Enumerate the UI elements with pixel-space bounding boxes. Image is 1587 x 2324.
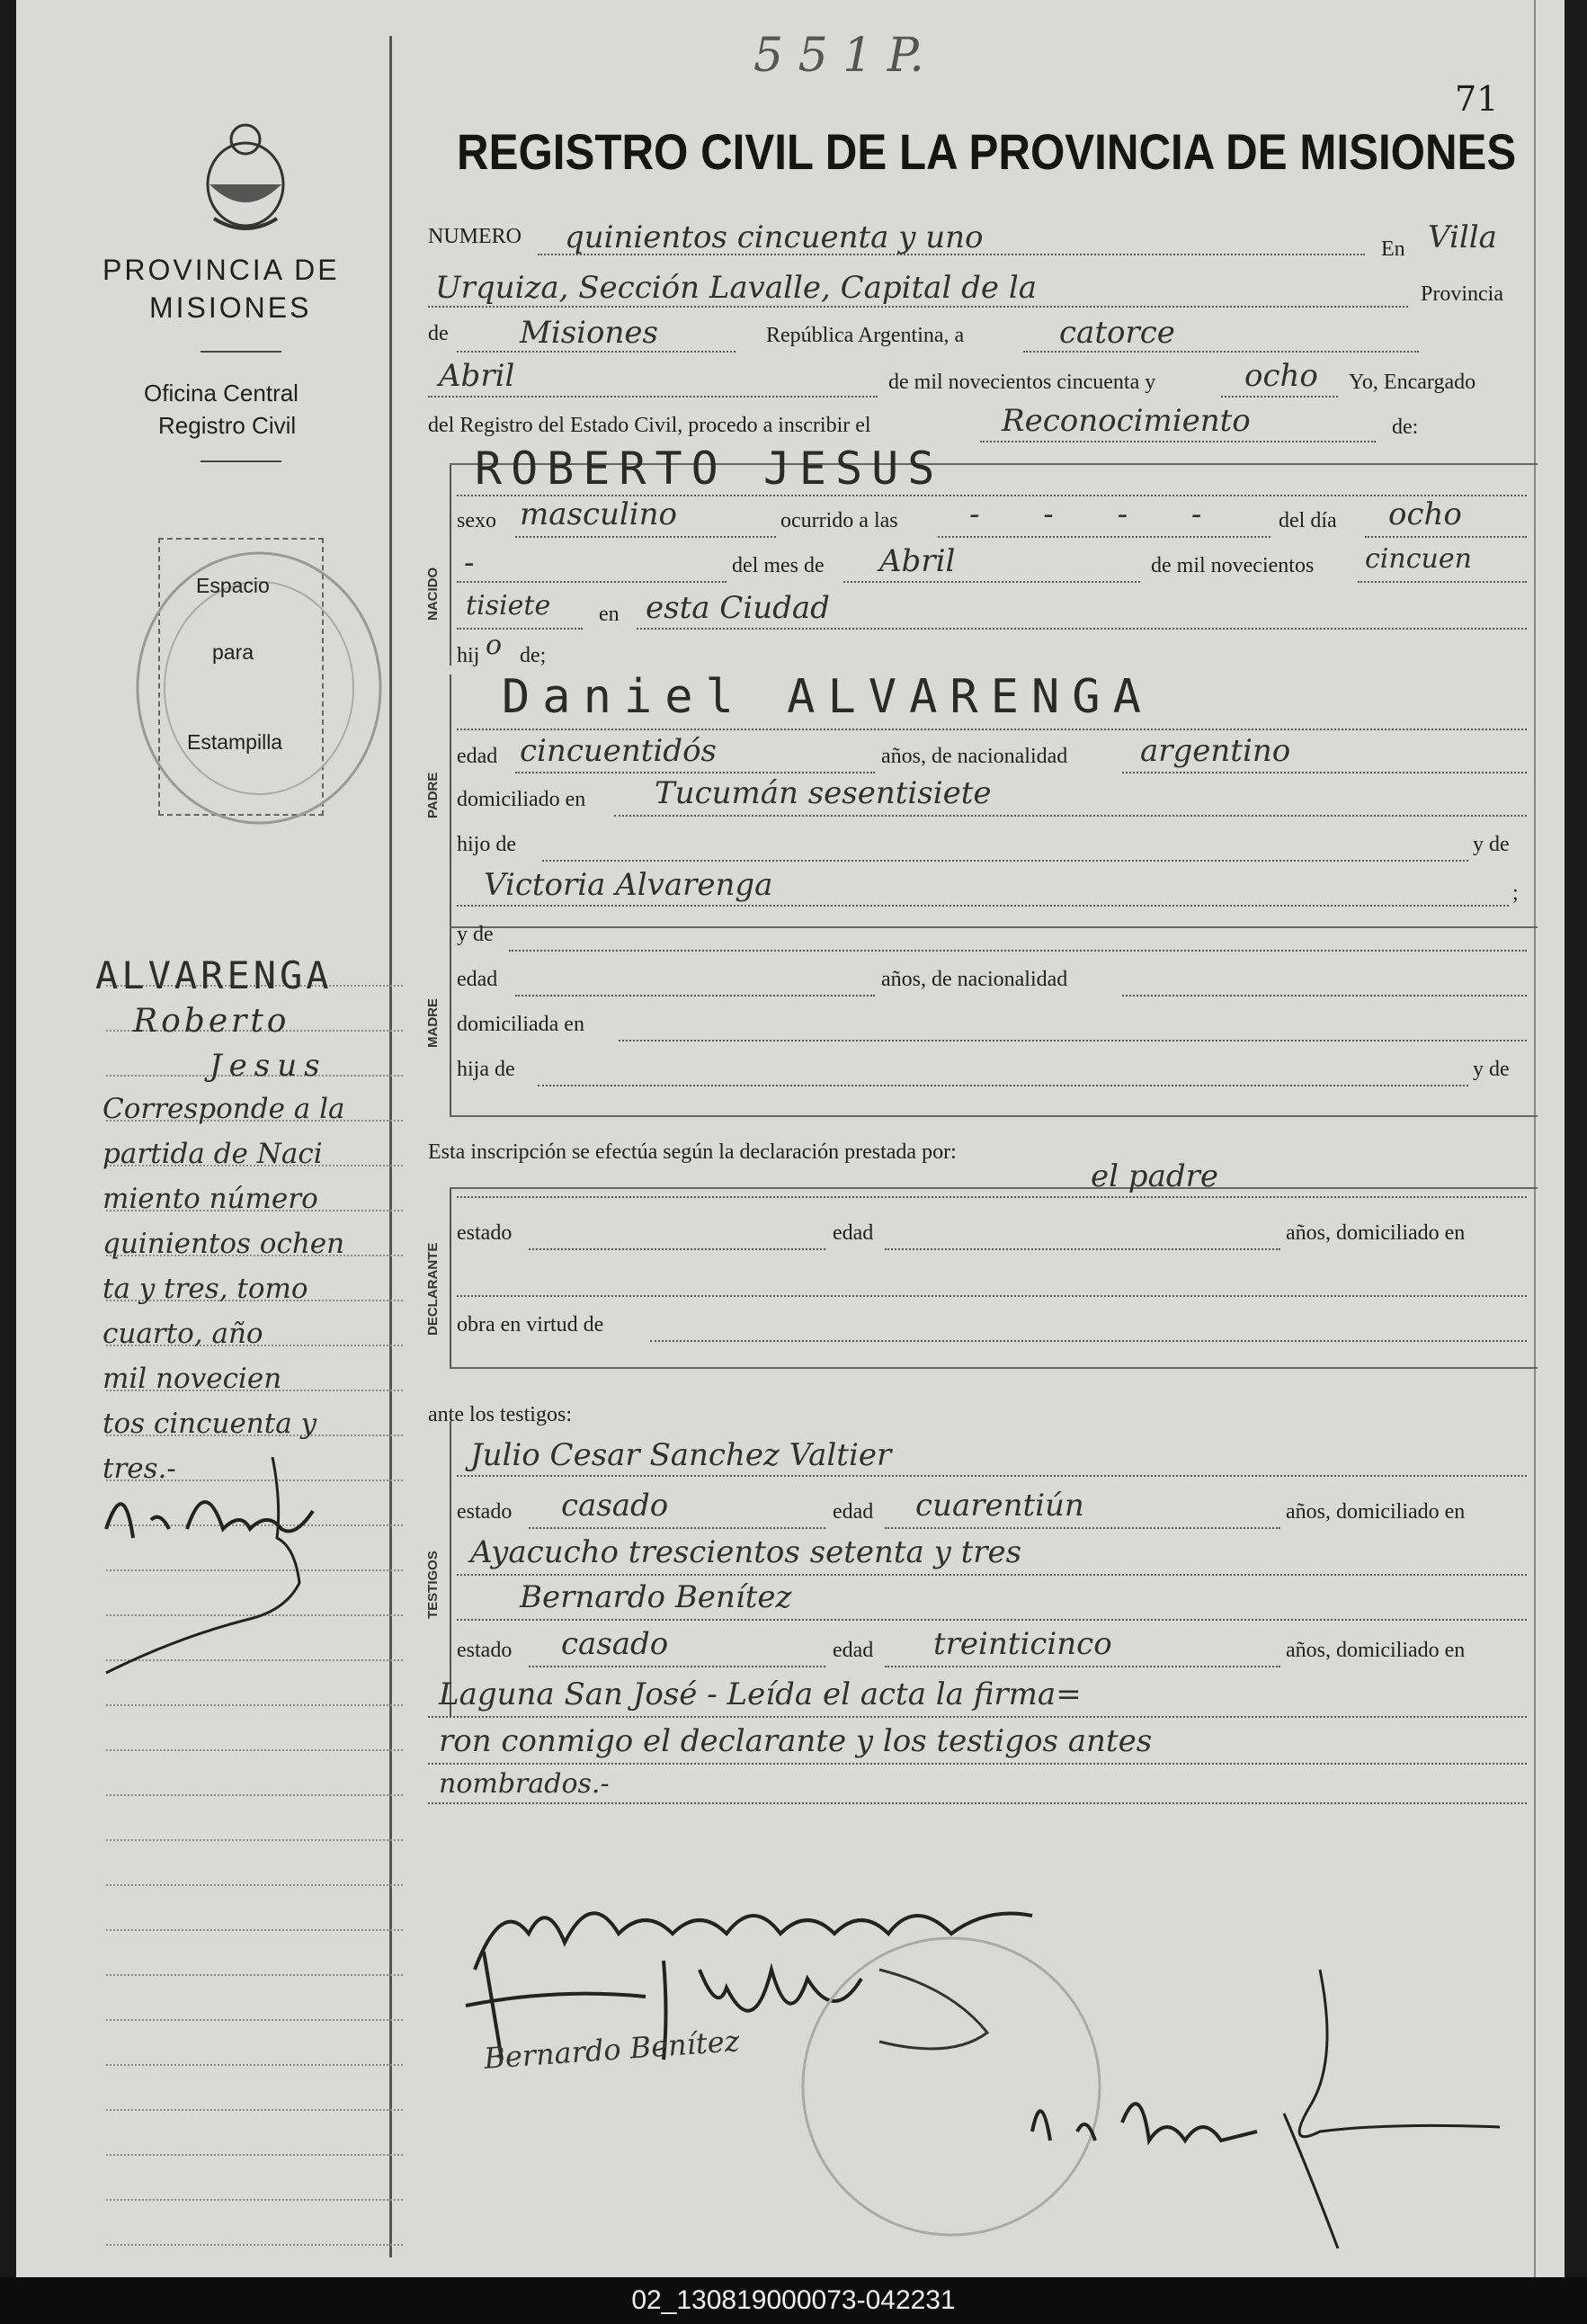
place-value: Urquiza, Sección Lavalle, Capital de la: [435, 270, 1037, 306]
signature-name-witness-2: Bernardo Benítez: [483, 2024, 741, 2076]
margin-name2: Jesus: [210, 1048, 327, 1084]
madre-nacionalidad-label: años, de nacionalidad: [881, 968, 1068, 991]
bracket-declarante: [450, 1187, 451, 1367]
decl-edad-label: edad: [833, 1221, 874, 1245]
bracket-line: [450, 926, 1538, 928]
decl-domiciliado-label: años, domiciliado en: [1286, 1221, 1466, 1245]
folio-number: 71: [1455, 79, 1499, 119]
ocurrido-label: ocurrido a las: [780, 509, 898, 532]
image-id-footer: 02_130819000073-042231: [0, 2277, 1587, 2324]
margin-surname: ALVARENGA: [95, 953, 333, 997]
stamp-line2: para: [212, 640, 254, 664]
republica-label: República Argentina, a: [766, 324, 965, 347]
column-divider: [389, 36, 392, 2257]
en-lugar-label: en: [599, 603, 620, 626]
t1-estado-label: estado: [457, 1500, 513, 1524]
y-de-label: y de: [1473, 833, 1510, 856]
margin-line: quinientos ochen: [103, 1228, 345, 1260]
closing-line3: nombrados.-: [439, 1768, 610, 1800]
margin-line: ta y tres, tomo: [103, 1273, 308, 1305]
padre-nacionalidad: argentino: [1140, 733, 1291, 769]
provincia-value: Misiones: [520, 315, 658, 351]
sexo-label: sexo: [457, 509, 496, 532]
dash-value: -: [464, 545, 475, 581]
anio-nac-label: de mil novecientos: [1151, 554, 1315, 577]
inscripcion-label: Esta inscripción se efectúa según la declaración prestada por:: [428, 1140, 957, 1164]
nacionalidad-label: años, de nacionalidad: [881, 745, 1068, 768]
margin-line: miento número: [103, 1183, 318, 1215]
bracket-padre: [450, 675, 451, 926]
dia-value: catorce: [1059, 315, 1175, 351]
margin-line: Corresponde a la: [103, 1093, 345, 1125]
mes-value: Abril: [439, 358, 515, 394]
stamp-line1: Espacio: [196, 574, 270, 597]
padre-domicilio: Tucumán sesentisiete: [655, 775, 992, 811]
paper-sheet: [16, 0, 1565, 2277]
hija-de-label: hija de: [457, 1058, 515, 1081]
testigo2-nombre: Bernardo Benítez: [520, 1579, 792, 1615]
testigos-label: ante los testigos:: [428, 1403, 572, 1426]
t1-edad-label: edad: [833, 1500, 874, 1524]
testigo1-nombre: Julio Cesar Sanchez Valtier: [470, 1437, 892, 1473]
obra-label: obra en virtud de: [457, 1313, 604, 1336]
numero-label: NUMERO: [428, 225, 522, 248]
section-declarante: DECLARANTE: [425, 1242, 441, 1336]
bracket-line: [450, 1187, 1538, 1189]
del-dia-label: del día: [1279, 509, 1337, 532]
lugar-value: esta Ciudad: [646, 590, 830, 626]
t1-estado: casado: [561, 1488, 669, 1524]
sexo-value: masculino: [520, 496, 678, 532]
padre-edad: cincuentidós: [520, 733, 717, 769]
coat-of-arms-icon: [196, 112, 295, 234]
divider: [201, 351, 281, 353]
t1-domicilio: Ayacucho trescientos setenta y tres: [470, 1534, 1022, 1570]
edad-label: edad: [457, 745, 498, 768]
mes-nac-value: Abril: [879, 543, 956, 579]
t1-edad: cuarentiún: [915, 1488, 1084, 1524]
margin-line: tos cincuenta y: [103, 1408, 317, 1440]
reference-number: 5 5 1 P.: [753, 29, 924, 83]
domiciliada-label: domiciliada en: [457, 1013, 584, 1036]
office-line2: Registro Civil: [158, 412, 297, 439]
t2-edad: treinticinco: [933, 1626, 1112, 1662]
closing-line2: ron conmigo el declarante y los testigos antes: [439, 1723, 1153, 1759]
margin-line: mil novecien: [103, 1363, 282, 1395]
padre-nombre: Daniel ALVARENGA: [502, 670, 1154, 724]
margin-line: partida de Naci: [103, 1138, 323, 1170]
t1-dom-label: años, domiciliado en: [1286, 1500, 1466, 1524]
bracket-line: [450, 1367, 1538, 1369]
margin-line: cuarto, año: [103, 1318, 263, 1350]
numero-value: quinientos cincuenta y uno: [565, 219, 984, 255]
estado-label: estado: [457, 1221, 513, 1245]
office-line1: Oficina Central: [144, 380, 299, 407]
province-line1: PROVINCIA DE: [103, 254, 340, 286]
yo-label: Yo, Encargado: [1349, 371, 1476, 394]
en-label: En: [1381, 237, 1405, 261]
semicolon: ;: [1512, 881, 1519, 905]
anio-value: ocho: [1244, 358, 1318, 394]
acto-value: Reconocimiento: [1002, 403, 1251, 439]
de2-label: de:: [1392, 416, 1419, 439]
margin-name1: Roberto: [133, 1003, 290, 1040]
bracket-nacido: [450, 463, 451, 666]
t2-dom-label: años, domiciliado en: [1286, 1639, 1466, 1662]
registro-label: del Registro del Estado Civil, procedo a inscribir el: [428, 414, 871, 437]
stamp-line3: Estampilla: [187, 730, 283, 754]
hora-value: - - - -: [969, 496, 1229, 532]
hija-y-de-label: y de: [1473, 1058, 1510, 1081]
de3-label: de;: [520, 644, 547, 667]
anio-nac-value1: cincuen: [1365, 543, 1472, 575]
declarante-value: el padre: [1091, 1158, 1218, 1194]
signature-official: [1014, 1952, 1518, 2248]
document-title: REGISTRO CIVIL DE LA PROVINCIA DE MISIONES: [457, 123, 1517, 180]
domiciliado-label: domiciliado en: [457, 788, 586, 811]
hijo-label: hij: [457, 644, 480, 667]
bracket-madre: [450, 926, 451, 1115]
right-edge: [1534, 0, 1536, 2277]
divider: [201, 460, 281, 462]
section-nacido: NACIDO: [425, 567, 441, 621]
margin-line: tres.-: [103, 1452, 176, 1485]
provincia-label: Provincia: [1421, 282, 1503, 306]
t2-estado: casado: [561, 1626, 669, 1662]
t2-estado-label: estado: [457, 1639, 513, 1662]
hijo-value: o: [486, 630, 503, 661]
bracket-line: [450, 1115, 1538, 1117]
hijo-de-label: hijo de: [457, 833, 516, 856]
de-label: de: [428, 322, 449, 345]
margin-signature: [88, 1457, 412, 1709]
dia-nac-value: ocho: [1388, 496, 1462, 532]
bracket-testigos: [450, 1421, 451, 1718]
section-testigos: TESTIGOS: [425, 1551, 441, 1619]
section-madre: MADRE: [425, 998, 441, 1048]
abuela: Victoria Alvarenga: [484, 867, 773, 903]
anio-nac-value2: tisiete: [466, 590, 551, 621]
en-value: Villa: [1428, 219, 1497, 255]
anio-label: de mil novecientos cincuenta y: [888, 371, 1156, 394]
closing-line1: Laguna San José - Leída el acta la firma=: [439, 1676, 1082, 1712]
madre-y-de-label: y de: [457, 923, 494, 946]
province-line2: MISIONES: [149, 291, 312, 324]
nombre-nacido: ROBERTO JESUS: [475, 442, 944, 495]
del-mes-label: del mes de: [732, 554, 825, 577]
t2-edad-label: edad: [833, 1639, 874, 1662]
madre-edad-label: edad: [457, 968, 498, 991]
section-padre: PADRE: [425, 772, 441, 818]
